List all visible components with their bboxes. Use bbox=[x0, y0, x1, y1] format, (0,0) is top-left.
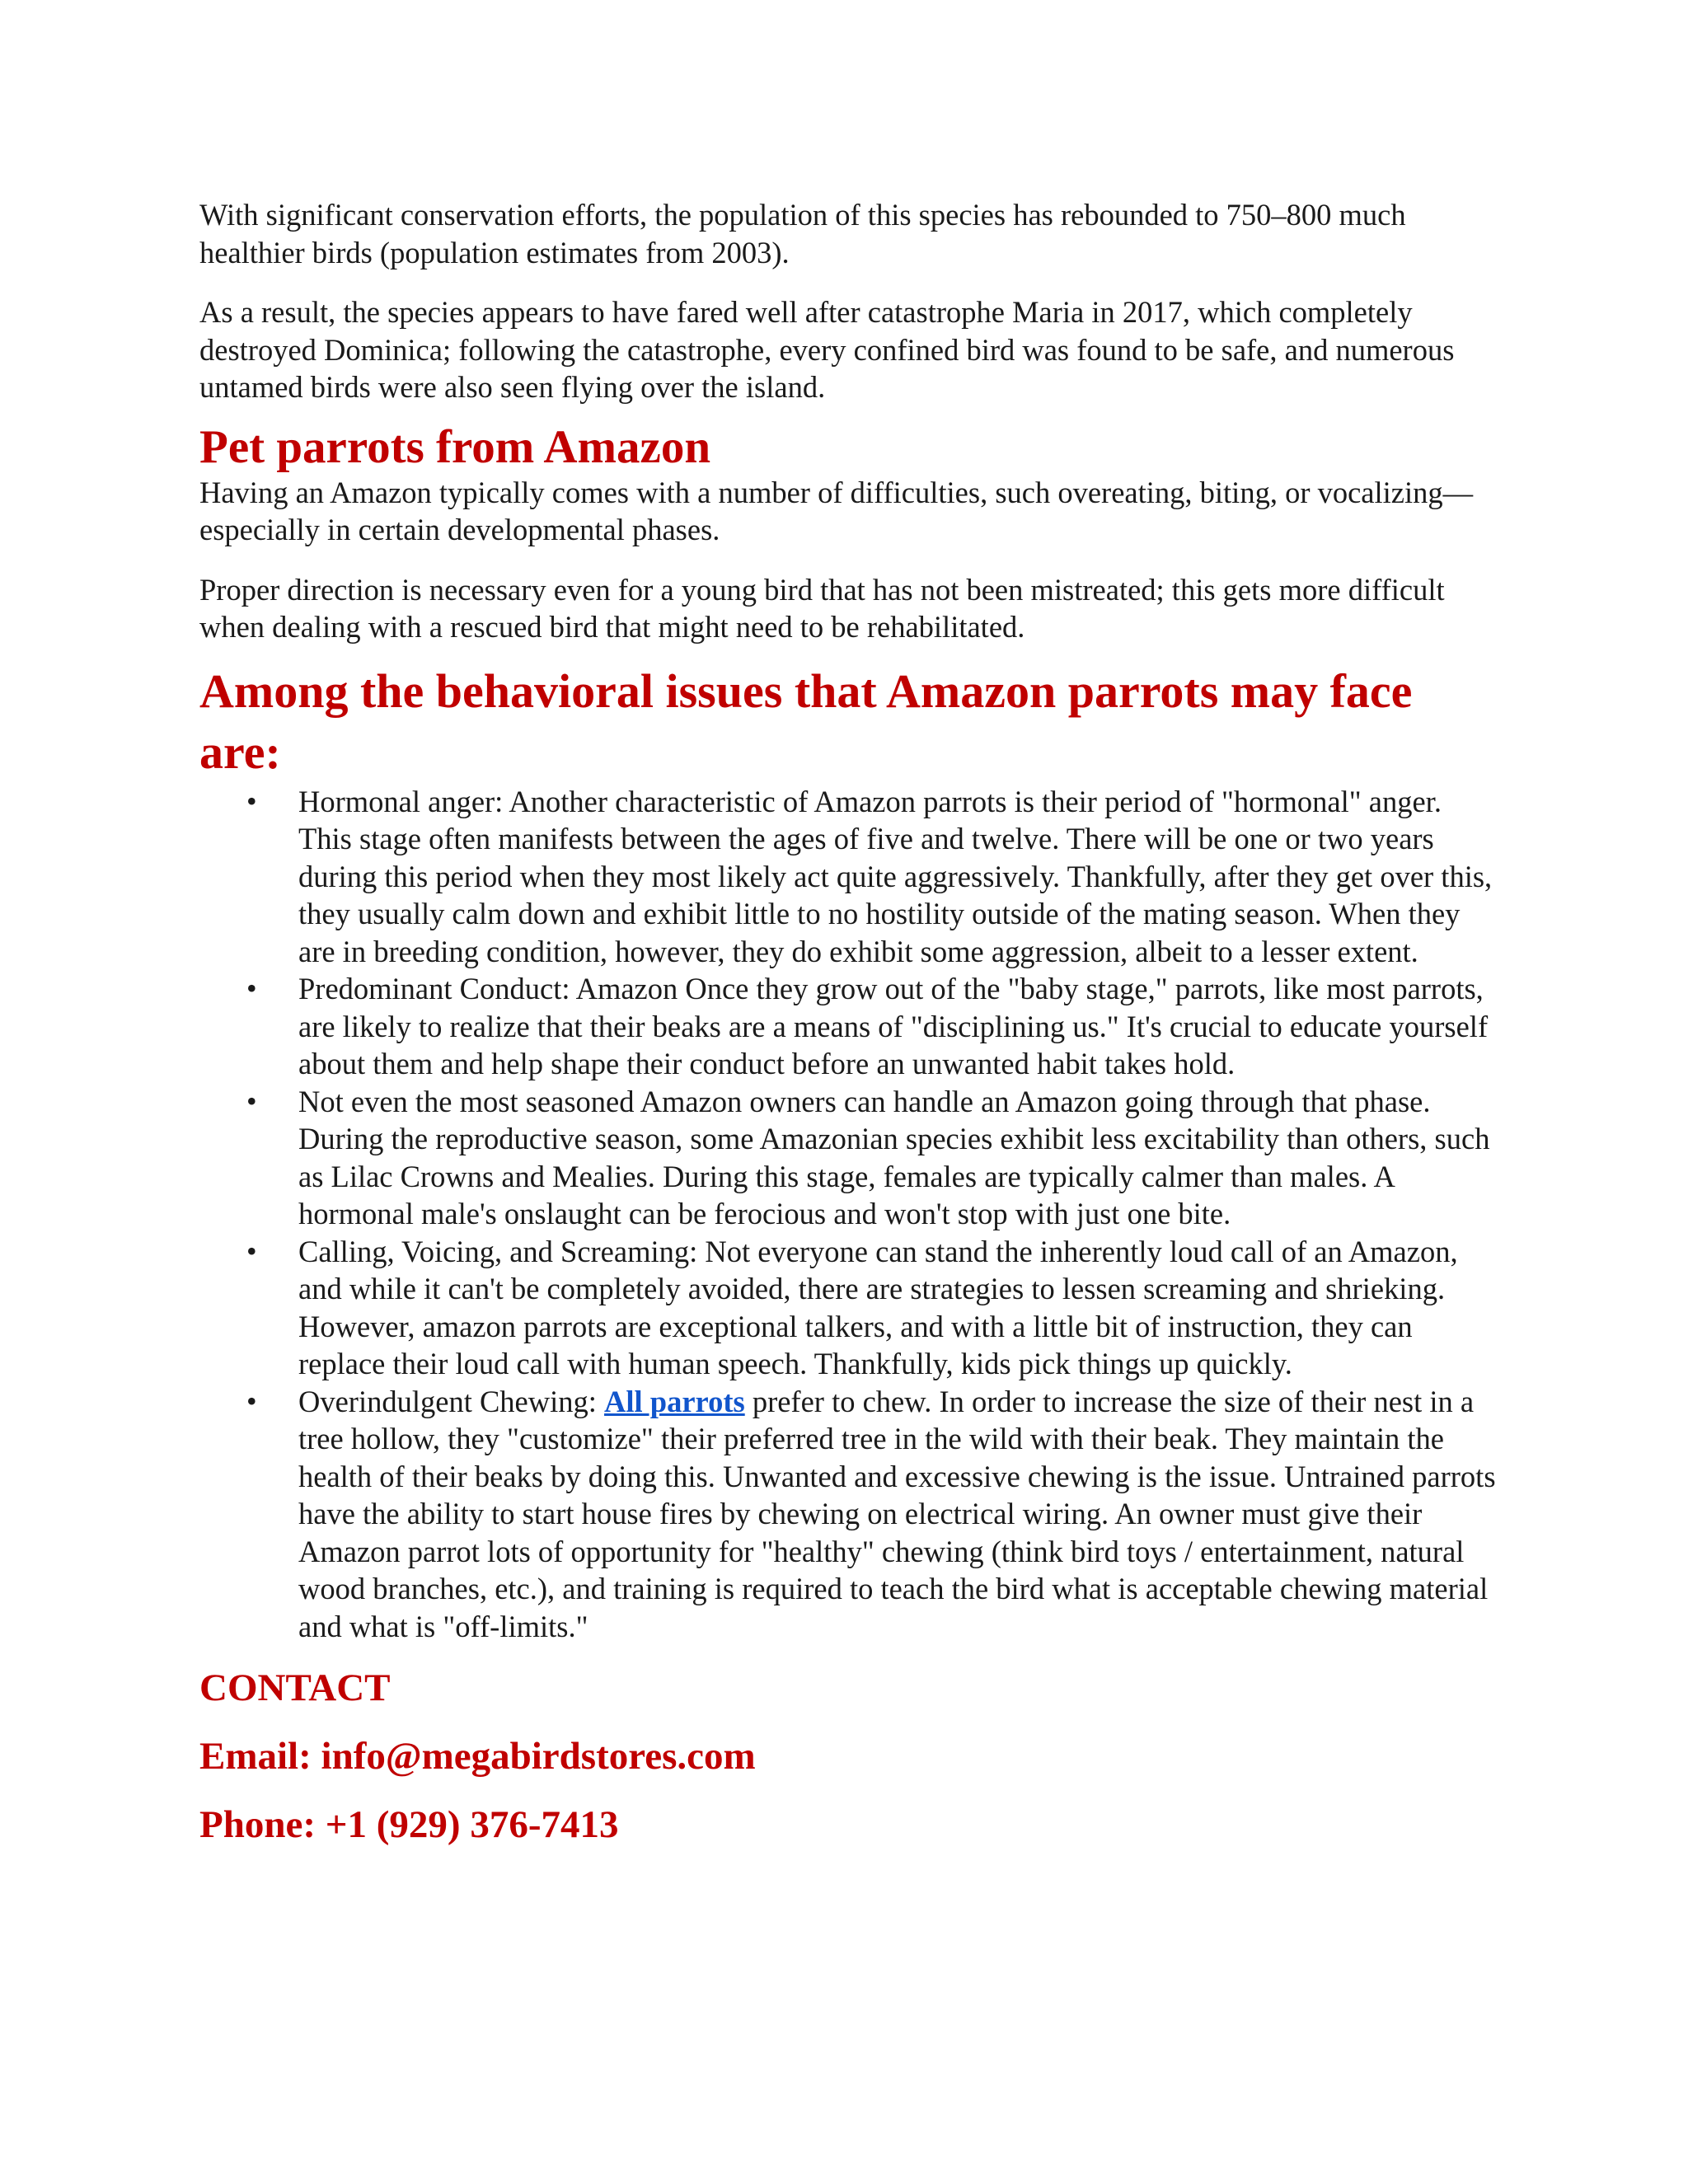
bullet-icon: • bbox=[246, 1084, 257, 1118]
bullet-icon: • bbox=[246, 1384, 257, 1418]
behavioral-issues-list bbox=[199, 783, 1502, 1646]
list-item bbox=[246, 783, 1502, 971]
list-item bbox=[246, 1083, 1502, 1233]
list-item bbox=[246, 970, 1502, 1083]
all-parrots-link[interactable]: All parrots bbox=[604, 1384, 745, 1418]
pet-parrots-heading: Pet parrots from Amazon bbox=[199, 420, 711, 473]
list-item-text: Calling, Voicing, and Screaming: Not everyone can stand the inherently loud call of an Amazon, and while it can't be completely avoided, there are strategies to lessen screaming and shrieking. However, amazon parrots are exceptional talkers, and with a little bit of instruction, they can replace their loud call with human speech. Thankfully, kids pick things up quickly. bbox=[298, 1234, 1458, 1380]
list-item-text-after-link: prefer to chew. In order to increase the size of their nest in a tree hollow, they "customize" their preferred tree in the wild with their beak. They maintain the health of their beaks by doing this. Unwanted and excessive chewing is the issue. Untrained parrots have the ability to start house fires by chewing on electrical wiring. An owner must give their Amazon parrot lots of opportunity for "healthy" chewing (think bird toys / entertainment, natural wood branches, etc.), and training is required to teach the bird what is acceptable chewing material and what is "off-limits." bbox=[298, 1384, 1496, 1643]
contact-block bbox=[199, 1665, 1502, 1848]
intro-paragraph-1: With significant conservation efforts, the population of this species has rebounded to 750–800 much healthier birds (population estimates from 2003). bbox=[199, 198, 1406, 269]
bullet-icon: • bbox=[246, 784, 257, 818]
list-item bbox=[246, 1383, 1502, 1646]
intro-paragraph-2: As a result, the species appears to have fared well after catastrophe Maria in 2017, which completely destroyed Dominica; following the catastrophe, every confined bird was found to be safe, and numerous untamed birds were also seen flying over the island. bbox=[199, 295, 1455, 404]
pet-paragraph-2: Proper direction is necessary even for a young bird that has not been mistreated; this gets more difficult when dealing with a rescued bird that might need to be rehabilitated. bbox=[199, 572, 1445, 644]
contact-phone: Phone: +1 (929) 376-7413 bbox=[199, 1803, 619, 1846]
list-item-text: Not even the most seasoned Amazon owners can handle an Amazon going through that phase. During the reproductive season, some Amazonian species exhibit less excitability than others, such as Lilac Crowns and Mealies. During this stage, females are typically calmer than males. A hormonal male's onslaught can be ferocious and won't stop with just one bite. bbox=[298, 1084, 1490, 1230]
bullet-icon: • bbox=[246, 972, 257, 1005]
list-item-text-before-link: Overindulgent Chewing: bbox=[298, 1384, 605, 1418]
contact-heading: CONTACT bbox=[199, 1666, 391, 1709]
list-item-text: Hormonal anger: Another characteristic of Amazon parrots is their period of "hormonal" anger. This stage often manifests between the ages of five and twelve. There will be one or two years during this period when they most likely act quite aggressively. Thankfully, after they get over this, they usually calm down and exhibit little to no hostility outside of the mating season. When they are in breeding condition, however, they do exhibit some aggression, albeit to a lesser extent. bbox=[298, 784, 1493, 968]
list-item bbox=[246, 1233, 1502, 1383]
pet-paragraph-1: Having an Amazon typically comes with a number of difficulties, such overeating, biting, or vocalizing—especially in certain developmental phases. bbox=[199, 475, 1474, 546]
behavioral-issues-heading: Among the behavioral issues that Amazon parrots may face are: bbox=[199, 663, 1413, 779]
document-page bbox=[199, 196, 1502, 1848]
contact-email: Email: info@megabirdstores.com bbox=[199, 1735, 756, 1778]
list-item-text: Predominant Conduct: Amazon Once they grow out of the "baby stage," parrots, like most parrots, are likely to realize that their beaks are a means of "disciplining us." It's crucial to educate yourself about them and help shape their conduct before an unwanted habit takes hold. bbox=[298, 972, 1489, 1080]
bullet-icon: • bbox=[246, 1234, 257, 1268]
